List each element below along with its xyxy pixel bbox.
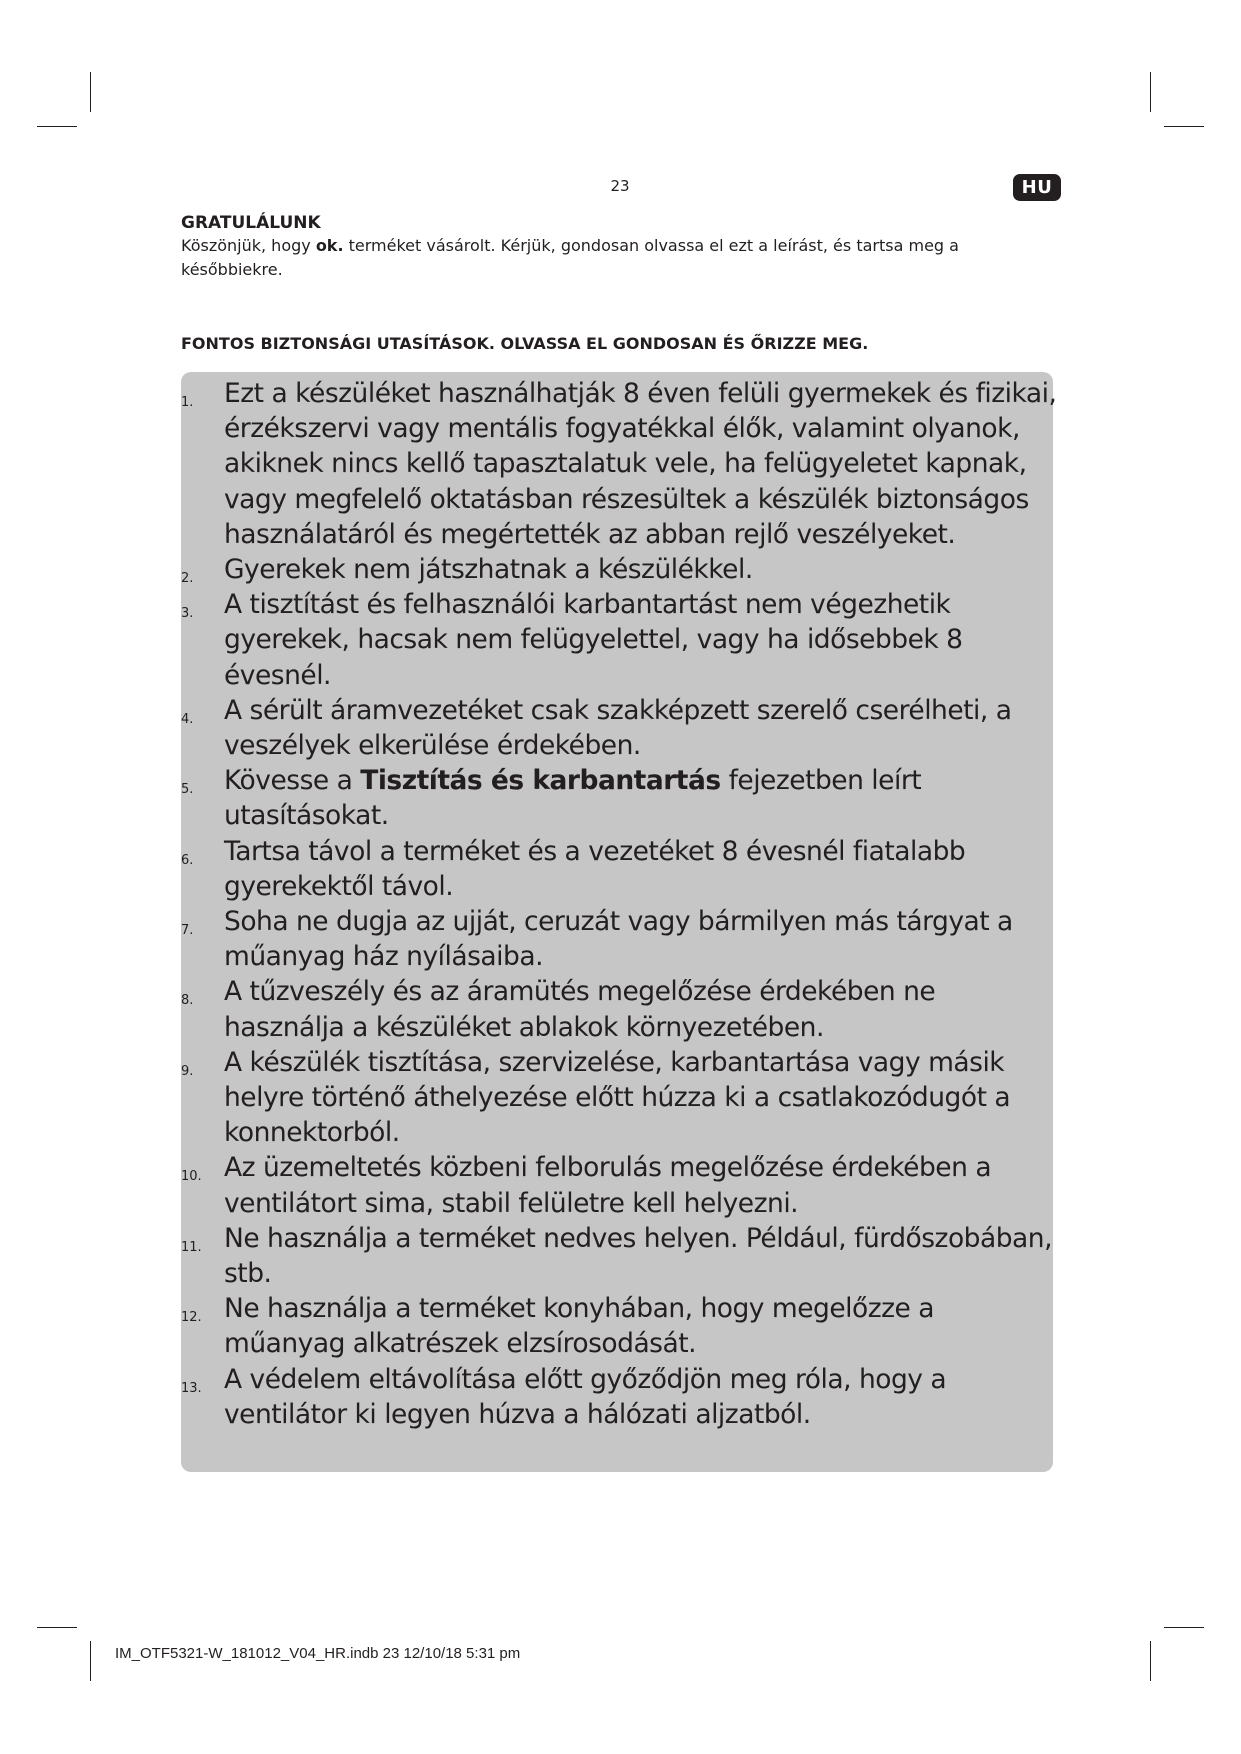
item-text: A tisztítást és felhasználói karbantartást nem végezhetik gyerekek, hacsak nem felügyelettel, vagy ha idősebbek 8 évesnél. — [224, 589, 963, 691]
item-number: 5. — [181, 782, 194, 798]
safety-item — [181, 1362, 1061, 1432]
item-number: 4. — [181, 711, 194, 727]
crop-mark — [1150, 72, 1151, 112]
item-text — [224, 765, 921, 831]
item-text-end: fejezetben leírt utasításokat. — [224, 765, 922, 832]
item-text: Ezt a készüléket használhatják 8 éven felüli gyermekek és fizikai, érzékszervi vagy mentális fogyatékkal élők, valamint olyanok, akiknek nincs kellő tapasztalatuk vele, ha felügyeletet kapnak, vagy megfelelő oktatásban részesültek a készülék biztonságos használatáról és megértették az abban rejlő veszélyeket. — [224, 378, 1057, 550]
safety-item — [181, 1221, 1061, 1291]
crop-mark — [1164, 1627, 1204, 1628]
safety-item — [181, 1291, 1061, 1361]
item-text: Ne használja a terméket konyhában, hogy megelőzze a műanyag alkatrészek elzsírosodását. — [224, 1293, 935, 1360]
intro-section — [181, 212, 1061, 282]
intro-text — [181, 234, 1061, 282]
item-number: 1. — [181, 395, 194, 410]
safety-item — [181, 552, 1061, 587]
safety-item — [181, 587, 1061, 693]
item-text: Ne használja a terméket nedves helyen. Például, fürdőszobában, stb. — [224, 1222, 1052, 1290]
item-text: A készülék tisztítása, szervizelése, karbantartása vagy másik helyre történő áthelyezése előtt húzza ki a csatlakozódugót a konnektorból. — [224, 1046, 1011, 1149]
item-text: Tartsa távol a terméket és a vezetéket 8 évesnél fiatalabb gyerekektől távol. — [224, 835, 966, 902]
crop-mark — [1164, 126, 1204, 127]
intro-text-end: terméket vásárolt. Kérjük, gondosan olvassa el ezt a leírást, és tartsa meg a későbbiekre. — [181, 236, 959, 279]
crop-mark — [90, 1641, 91, 1681]
crop-mark — [1150, 1641, 1151, 1681]
safety-heading: FONTOS BIZTONSÁGI UTASÍTÁSOK. OLVASSA EL GONDOSAN ÉS ŐRIZZE MEG. — [181, 334, 869, 353]
page-number: 23 — [610, 177, 630, 195]
safety-list — [181, 376, 1061, 1432]
intro-text-start: Köszönjük, hogy — [181, 236, 316, 255]
safety-item — [181, 763, 1061, 833]
safety-item — [181, 974, 1061, 1044]
safety-item — [181, 693, 1061, 763]
item-number: 3. — [181, 606, 194, 622]
item-number: 9. — [181, 1063, 194, 1079]
crop-mark — [90, 72, 91, 112]
safety-item — [181, 1150, 1061, 1220]
safety-item — [181, 1045, 1061, 1151]
item-number: 12. — [181, 1310, 202, 1326]
safety-item — [181, 834, 1061, 904]
crop-mark — [37, 1627, 77, 1628]
item-text: Gyerekek nem játszhatnak a készülékkel. — [224, 554, 753, 586]
language-badge: HU — [1013, 174, 1061, 201]
item-number: 11. — [181, 1239, 202, 1255]
item-number: 2. — [181, 571, 194, 587]
safety-item — [181, 376, 1061, 552]
item-text: Soha ne dugja az ujját, ceruzát vagy bármilyen más tárgyat a műanyag ház nyílásaiba. — [224, 906, 1013, 973]
item-text-start: Kövesse a — [224, 765, 361, 797]
section-reference: Tisztítás és karbantartás — [360, 765, 721, 797]
item-number: 6. — [181, 852, 194, 868]
item-number: 13. — [181, 1380, 202, 1396]
intro-title: GRATULÁLUNK — [181, 213, 321, 233]
safety-item — [181, 904, 1061, 974]
item-text: A sérült áramvezetéket csak szakképzett szerelő cserélheti, a veszélyek elkerülése érdekében. — [224, 694, 1012, 762]
item-number: 8. — [181, 993, 194, 1009]
crop-mark — [37, 126, 77, 127]
item-number: 7. — [181, 923, 194, 939]
item-text: A tűzveszély és az áramütés megelőzése érdekében ne használja a készüléket ablakok környezetében. — [224, 976, 936, 1043]
print-slug: IM_OTF5321-W_181012_V04_HR.indb 23 12/10/18 5:31 pm — [115, 1645, 521, 1662]
item-text: A védelem eltávolítása előtt győződjön meg róla, hogy a ventilátor ki legyen húzva a hálózati aljzatból. — [224, 1363, 947, 1430]
item-text: Az üzemeltetés közbeni felborulás megelőzése érdekében a ventilátort sima, stabil felületre kell helyezni. — [224, 1152, 992, 1219]
brand-name: ok. — [315, 236, 344, 255]
item-number: 10. — [181, 1169, 202, 1185]
